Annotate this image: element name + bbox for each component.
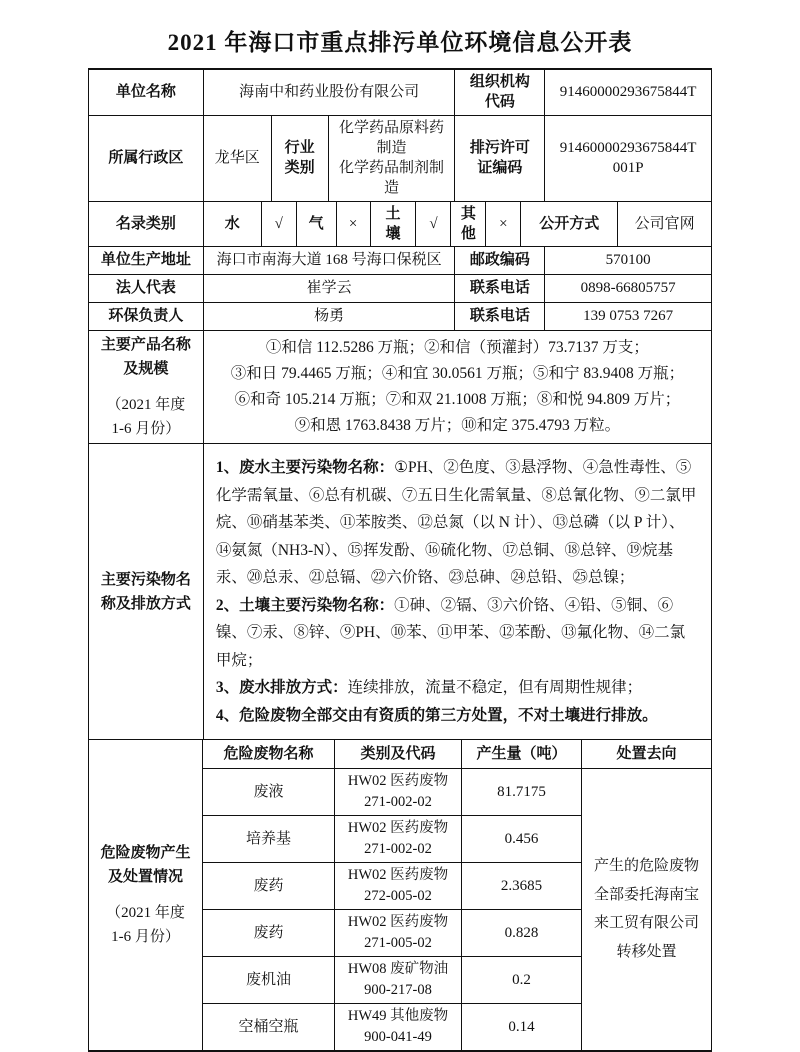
item-heading: 3、废水排放方式：	[215, 679, 348, 696]
catalog-water-label	[204, 202, 262, 248]
products-line: ⑥和奇 105.214 万瓶；⑦和双 21.1008 万瓶；⑧和悦 94.809 万片；	[234, 391, 681, 408]
waste-table-header	[203, 740, 712, 769]
label-line: 其	[460, 205, 476, 222]
period-line: 1-6 月份）	[111, 421, 181, 437]
pollutants-label	[89, 444, 204, 740]
label-line: 证编码	[477, 160, 523, 176]
waste-name: 空桶空瓶	[203, 1004, 335, 1050]
products-line: ③和日 79.4465 万瓶；④和宜 30.0561 万瓶；⑤和宁 83.9408 万瓶；	[230, 365, 685, 382]
table-row	[203, 910, 582, 957]
org-code-label	[455, 70, 545, 116]
waste-disposal: 产生的危险废物全部委托海南宝来工贸有限公司转移处置	[582, 769, 712, 1050]
item-heading: 1、废水主要污染物名称：	[215, 459, 395, 476]
products-line: ①和信 112.5286 万瓶；②和信（预灌封）73.7137 万支；	[265, 339, 649, 356]
district-value: 龙华区	[204, 116, 272, 202]
code-line: HW02 医药废物	[347, 866, 449, 883]
products-label	[89, 331, 204, 444]
postcode-label: 邮政编码	[455, 247, 545, 275]
item-text: ①PH、②色度、③悬浮物、④急性毒性、⑤化学需氧量、⑥总有机碳、⑦五日生化需氧量、⑧总氰化物、⑨二氯甲烷、⑩硝基苯类、⑪苯胺类、⑫总氮（以 N 计）、⑬总磷（以 P 计）、⑭氨氮（NH3-N）、⑮挥发酚、⑯硫化物、⑰总铜、⑱总锌、⑲烷基汞、⑳总汞、㉑总镉、㉒六价铬、㉓总砷、㉔总铅、㉕总镍；	[215, 459, 697, 586]
permit-code-label	[455, 116, 545, 202]
waste-code	[335, 769, 462, 816]
unit-name-value: 海南中和药业股份有限公司	[204, 70, 456, 116]
waste-code	[335, 1004, 462, 1050]
postcode-value: 570100	[545, 247, 712, 275]
code-line: 900-041-49	[364, 1028, 432, 1045]
code-line: 271-002-02	[364, 793, 432, 810]
row-products	[89, 331, 712, 444]
item-text: ①砷、②镉、③六价铬、④铅、⑤铜、⑥镍、⑦汞、⑧锌、⑨PH、⑩苯、⑪甲苯、⑫苯酚、⑬氟化物、⑭二氯甲烷；	[215, 596, 686, 669]
waste-amount: 0.828	[462, 910, 582, 957]
item-text: 连续排放，流量不稳定，但有周期性规律；	[347, 679, 643, 696]
code-line: HW08 废矿物油	[347, 960, 449, 977]
code-line: HW02 医药废物	[347, 772, 449, 789]
waste-table	[203, 740, 712, 1050]
catalog-other-label	[451, 202, 486, 248]
label-line: 及规模	[123, 361, 169, 377]
pollutants-item-4	[216, 702, 658, 730]
period-line: （2021 年度	[106, 905, 185, 921]
phone-label-2: 联系电话	[455, 303, 545, 331]
item-heading: 4、危险废物全部交由有资质的第三方处置，不对土壤进行排放。	[215, 706, 658, 724]
label-line: 称及排放方式	[100, 595, 191, 612]
row-env-officer	[89, 303, 712, 331]
waste-code	[335, 863, 462, 910]
waste-table-body	[203, 769, 712, 1050]
row-address	[89, 247, 712, 275]
permit-code-value	[545, 116, 712, 202]
label-line: 他	[460, 225, 476, 242]
industry-label	[272, 116, 329, 202]
industry-line: 化学药品制剂制造	[339, 160, 445, 197]
label-line: 危险废物产生	[100, 845, 191, 861]
waste-rows	[203, 769, 582, 1050]
disclosure-value: 公司官网	[618, 202, 712, 248]
row-district-industry	[89, 116, 712, 202]
waste-code	[335, 910, 462, 957]
waste-header-name: 危险废物名称	[203, 740, 335, 769]
waste-amount: 0.456	[462, 816, 582, 863]
row-legal-rep	[89, 275, 712, 303]
label-line: 气	[308, 215, 324, 232]
waste-name: 废药	[203, 910, 335, 957]
industry-value	[329, 116, 456, 202]
waste-header-disposal: 处置去向	[582, 740, 712, 769]
table-row	[203, 957, 582, 1004]
table-row	[203, 769, 582, 816]
label-line: 组织机构	[469, 74, 530, 90]
catalog-other-mark: ×	[486, 202, 521, 248]
row-hazardous-waste	[89, 740, 712, 1050]
label-line: 类别	[284, 160, 315, 176]
label-line: 土	[385, 205, 401, 222]
permit-code-line: 001P	[612, 160, 644, 176]
district-label: 所属行政区	[89, 116, 204, 202]
page-title: 2021 年海口市重点排污单位环境信息公开表	[167, 30, 633, 55]
pollutants-item-3	[216, 674, 642, 702]
code-line: HW02 医药废物	[347, 819, 449, 836]
code-line: 271-005-02	[364, 934, 432, 951]
env-officer-value: 杨勇	[204, 303, 456, 331]
waste-amount: 2.3685	[462, 863, 582, 910]
label-line: 水	[224, 215, 240, 232]
phone-value-1: 0898-66805757	[545, 275, 712, 303]
legal-rep-label: 法人代表	[89, 275, 204, 303]
code-line: 900-217-08	[364, 981, 432, 998]
label-line: 主要产品名称	[100, 337, 191, 353]
label-line: 及处置情况	[107, 869, 183, 885]
pollutants-item-1	[216, 454, 699, 592]
pollutants-value	[204, 444, 712, 740]
row-catalog	[89, 202, 712, 248]
catalog-soil-mark: √	[416, 202, 451, 248]
waste-name: 培养基	[203, 816, 335, 863]
catalog-air-label	[297, 202, 337, 248]
products-line: ⑨和恩 1763.8438 万片；⑩和定 375.4793 万粒。	[294, 417, 621, 434]
label-line: 主要污染物名	[100, 571, 191, 588]
row-pollutants	[89, 444, 712, 740]
waste-amount: 0.14	[462, 1004, 582, 1050]
item-heading: 2、土壤主要污染物名称：	[215, 596, 395, 614]
industry-line: 化学药品原料药制造	[339, 119, 445, 156]
waste-code	[335, 816, 462, 863]
pollutants-item-2	[216, 592, 699, 675]
code-line: 272-005-02	[364, 887, 432, 904]
waste-label	[89, 740, 203, 1050]
code-line: HW49 其他废物	[347, 1007, 449, 1024]
waste-name: 废液	[203, 769, 335, 816]
table-row	[203, 863, 582, 910]
phone-label-1: 联系电话	[455, 275, 545, 303]
address-value: 海口市南海大道 168 号海口保税区	[204, 247, 456, 275]
phone-value-2: 139 0753 7267	[545, 303, 712, 331]
waste-name: 废机油	[203, 957, 335, 1004]
disclosure-label: 公开方式	[521, 202, 618, 248]
address-label: 单位生产地址	[89, 247, 204, 275]
waste-header-code: 类别及代码	[335, 740, 462, 769]
catalog-soil-label	[371, 202, 417, 248]
code-line: HW02 医药废物	[347, 913, 449, 930]
disclosure-table	[88, 68, 712, 1052]
catalog-label: 名录类别	[89, 202, 204, 248]
label-line: 壤	[385, 225, 401, 242]
label-line: 排污许可	[469, 139, 530, 156]
period-line: （2021 年度	[106, 397, 186, 413]
label-line: 行业	[284, 139, 315, 156]
row-unit-name	[89, 70, 712, 116]
waste-amount: 0.2	[462, 957, 582, 1004]
catalog-water-mark: √	[262, 202, 297, 248]
products-value	[204, 331, 712, 444]
waste-code	[335, 957, 462, 1004]
catalog-air-mark: ×	[337, 202, 371, 248]
table-row	[203, 816, 582, 863]
org-code-value: 91460000293675844T	[545, 70, 712, 116]
legal-rep-value: 崔学云	[204, 275, 456, 303]
permit-code-line: 91460000293675844T	[559, 139, 697, 156]
waste-name: 废药	[203, 863, 335, 910]
table-row	[203, 1004, 582, 1050]
period-line: 1-6 月份）	[111, 929, 180, 945]
env-officer-label: 环保负责人	[89, 303, 204, 331]
waste-amount: 81.7175	[462, 769, 582, 816]
unit-name-label: 单位名称	[89, 70, 204, 116]
code-line: 271-002-02	[364, 840, 432, 857]
label-line: 代码	[484, 94, 515, 111]
waste-header-amount: 产生量（吨）	[462, 740, 582, 769]
